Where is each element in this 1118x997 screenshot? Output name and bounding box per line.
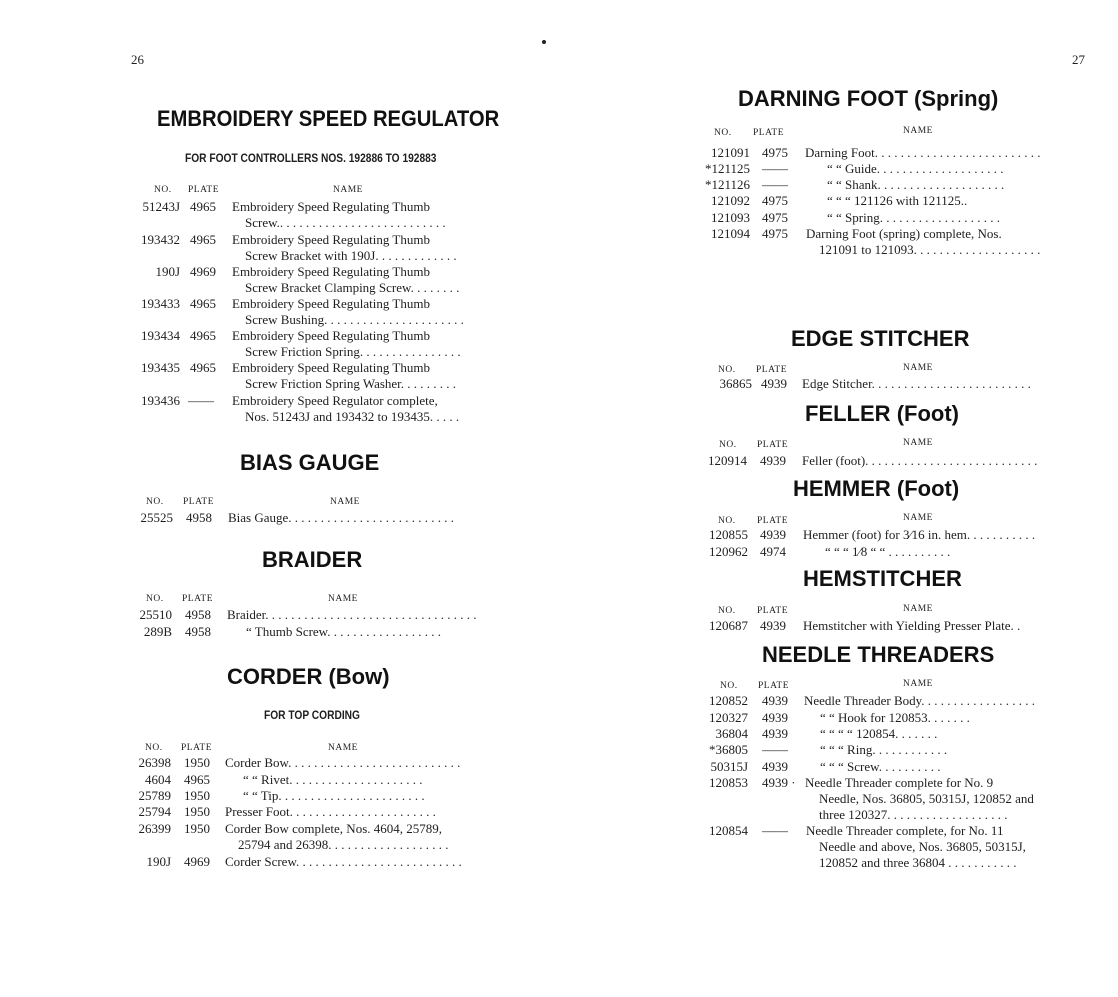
- darning-title-suffix: (Spring): [914, 86, 999, 111]
- col-header-no: NO.: [718, 516, 736, 526]
- col-header-plate: PLATE: [757, 516, 788, 526]
- feller-section-title: FELLER (Foot): [805, 401, 959, 426]
- page-number-left: 26: [131, 52, 144, 67]
- corder-section-title: CORDER (Bow): [227, 664, 390, 689]
- col-header-no: NO.: [154, 185, 172, 195]
- col-header-no: NO.: [720, 681, 738, 691]
- darning-foot-section-title: DARNING FOOT (Spring): [738, 86, 999, 111]
- ink-dot-mark: [542, 40, 546, 44]
- embroidery-section-title: EMBROIDERY SPEED REGULATOR: [157, 106, 500, 131]
- col-header-plate: PLATE: [758, 681, 789, 691]
- col-header-plate: PLATE: [182, 594, 213, 604]
- page-number-right: 27: [1072, 52, 1085, 67]
- col-header-name: NAME: [903, 604, 933, 614]
- col-header-no: NO.: [718, 365, 736, 375]
- col-header-no: NO.: [718, 606, 736, 616]
- braider-section-title: BRAIDER: [262, 547, 363, 572]
- col-header-no: NO.: [145, 743, 163, 753]
- hemmer-section-title: HEMMER (Foot): [793, 476, 960, 501]
- needle-threaders-section-title: NEEDLE THREADERS: [762, 642, 995, 667]
- corder-title-suffix: (Bow): [328, 664, 390, 689]
- col-header-no: NO.: [146, 594, 164, 604]
- col-header-name: NAME: [903, 438, 933, 448]
- col-header-plate: PLATE: [181, 743, 212, 753]
- col-header-plate: PLATE: [757, 440, 788, 450]
- col-header-name: NAME: [333, 185, 363, 195]
- col-header-no: NO.: [146, 497, 164, 507]
- col-header-name: NAME: [903, 679, 933, 689]
- bias-gauge-section-title: BIAS GAUGE: [240, 450, 380, 475]
- hemmer-title-suffix: (Foot): [896, 476, 960, 501]
- col-header-name: NAME: [903, 363, 933, 373]
- col-header-plate: PLATE: [757, 606, 788, 616]
- col-header-plate: PLATE: [756, 365, 787, 375]
- col-header-name: NAME: [330, 497, 360, 507]
- col-header-no: NO.: [719, 440, 737, 450]
- edge-stitcher-section-title: EDGE STITCHER: [791, 326, 970, 351]
- col-header-no: NO.: [714, 128, 732, 138]
- col-header-name: NAME: [903, 513, 933, 523]
- col-header-plate: PLATE: [753, 128, 784, 138]
- col-header-name: NAME: [328, 743, 358, 753]
- corder-subtitle: FOR TOP CORDING: [264, 708, 360, 722]
- feller-title-suffix: (Foot): [896, 401, 959, 426]
- embroidery-subtitle: FOR FOOT CONTROLLERS NOS. 192886 TO 192883: [185, 151, 437, 165]
- hemstitcher-section-title: HEMSTITCHER: [803, 566, 962, 591]
- col-header-plate: PLATE: [183, 497, 214, 507]
- col-header-plate: PLATE: [188, 185, 219, 195]
- col-header-name: NAME: [903, 126, 933, 136]
- col-header-name: NAME: [328, 594, 358, 604]
